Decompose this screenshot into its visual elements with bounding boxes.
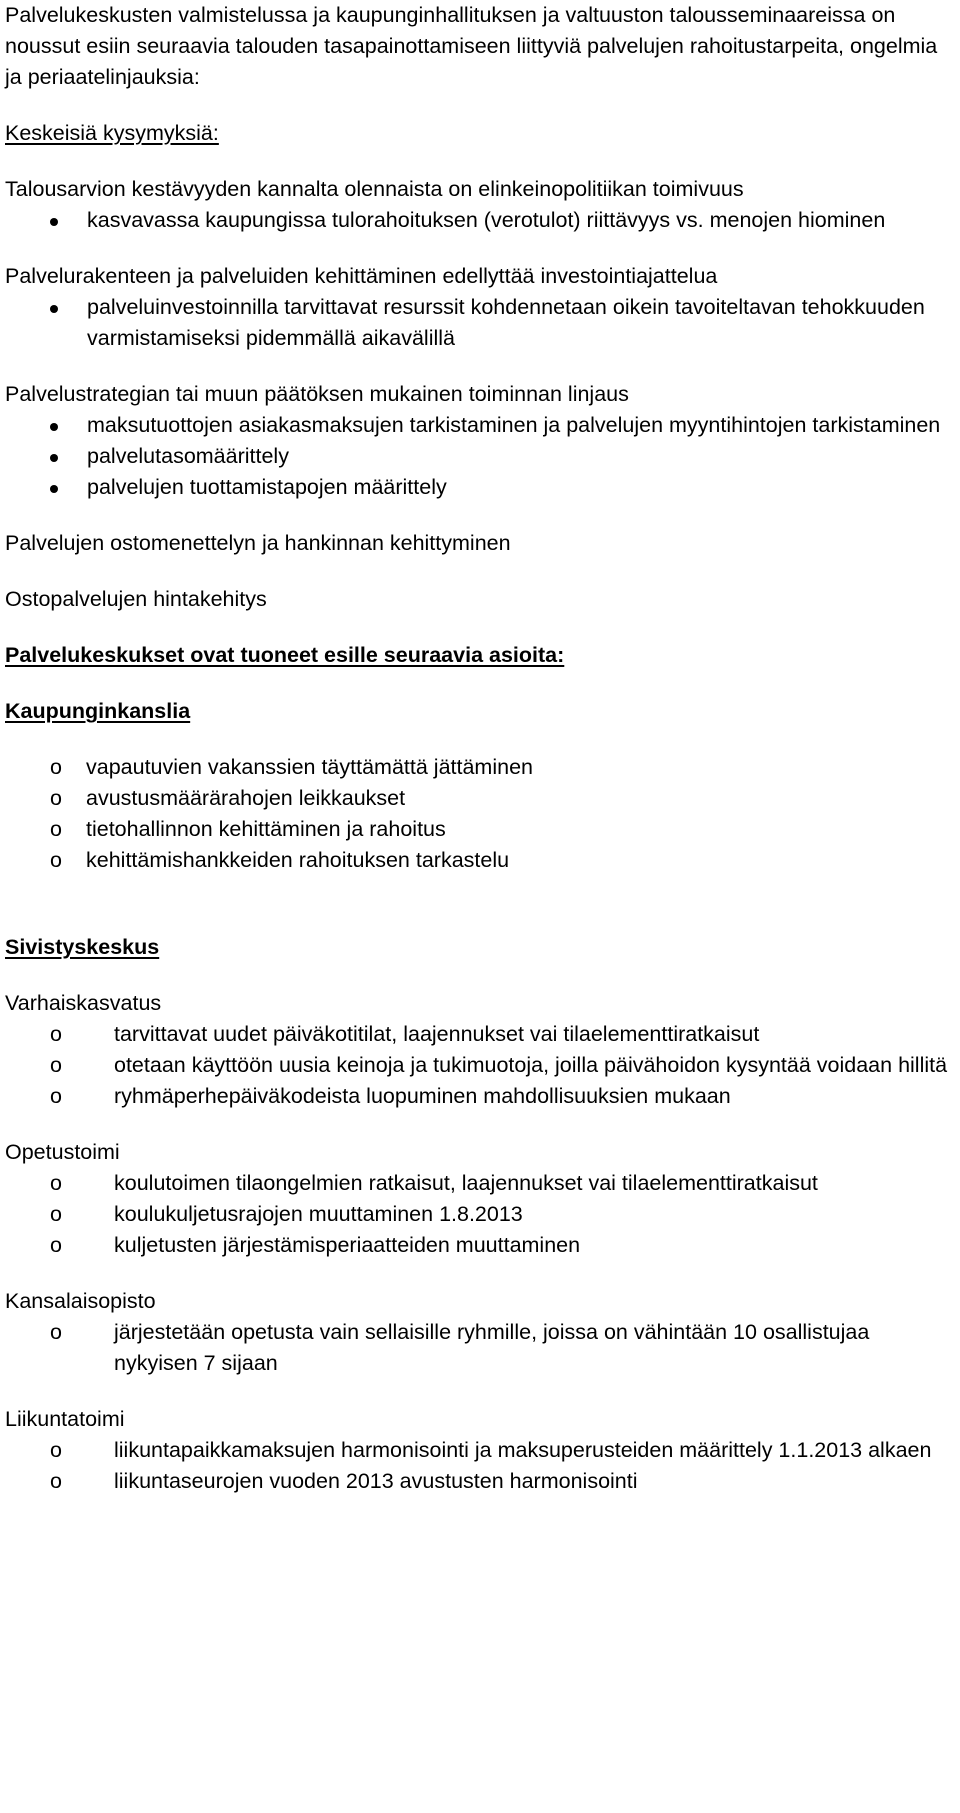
kanslia-list	[5, 752, 955, 876]
bullet-item: palveluinvestoinnilla tarvittavat resurssit kohdennetaan oikein tavoiteltavan tehokkuuden varmistamiseksi pidemmällä aikavälillä	[5, 292, 955, 354]
question-5: Ostopalvelujen hintakehitys	[5, 587, 267, 611]
opetustoimi-list	[5, 1168, 955, 1261]
list-item: o vapautuvien vakanssien täyttämättä jättäminen	[5, 752, 955, 783]
question-4: Palvelujen ostomenettelyn ja hankinnan kehittyminen	[5, 531, 511, 555]
group-title-opetustoimi: Opetustoimi	[5, 1140, 120, 1164]
bullet-item: kasvavassa kaupungissa tulorahoituksen (verotulot) riittävyys vs. menojen hiominen	[5, 205, 955, 236]
bullet-icon	[50, 218, 58, 226]
liikuntatoimi-list	[5, 1435, 955, 1497]
kansalaisopisto-list	[5, 1317, 955, 1379]
bullet-item: palvelutasomäärittely	[5, 441, 955, 472]
bullet-item: palvelujen tuottamistapojen määrittely	[5, 472, 955, 503]
key-questions-heading: Keskeisiä kysymyksiä:	[5, 121, 219, 145]
bullet-icon	[50, 485, 58, 493]
list-item: o koulutoimen tilaongelmien ratkaisut, laajennukset vai tilaelementtiratkaisut	[5, 1168, 955, 1199]
list-item: o kuljetusten järjestämisperiaatteiden muuttaminen	[5, 1230, 955, 1261]
question-2-bullets	[5, 292, 955, 354]
list-item: o koulukuljetusrajojen muuttaminen 1.8.2013	[5, 1199, 955, 1230]
list-item: o liikuntaseurojen vuoden 2013 avustusten harmonisointi	[5, 1466, 955, 1497]
list-item: o ryhmäperhepäiväkodeista luopuminen mahdollisuuksien mukaan	[5, 1081, 955, 1112]
list-item: o tietohallinnon kehittäminen ja rahoitus	[5, 814, 955, 845]
circle-bullet-icon: o	[50, 755, 62, 779]
list-item: o tarvittavat uudet päiväkotitilat, laajennukset vai tilaelementtiratkaisut	[5, 1019, 955, 1050]
circle-bullet-icon: o	[50, 817, 62, 841]
intro-paragraph: Palvelukeskusten valmistelussa ja kaupunginhallituksen ja valtuuston talousseminaareissa on noussut esiin seuraavia talouden tasapainottamiseen liittyviä palvelujen rahoitustarpeita, ongelmia ja periaatelinjauksia:	[5, 3, 938, 89]
sivistys-heading: Sivistyskeskus	[5, 935, 160, 959]
bullet-icon	[50, 423, 58, 431]
kanslia-heading: Kaupunginkanslia	[5, 699, 191, 723]
circle-bullet-icon: o	[50, 1022, 62, 1046]
circle-bullet-icon: o	[50, 1202, 62, 1226]
circle-bullet-icon: o	[50, 1469, 62, 1493]
circle-bullet-icon: o	[50, 1320, 62, 1344]
circle-bullet-icon: o	[50, 1053, 62, 1077]
circle-bullet-icon: o	[50, 1233, 62, 1257]
list-item: o kehittämishankkeiden rahoituksen tarkastelu	[5, 845, 955, 876]
centers-heading: Palvelukeskukset ovat tuoneet esille seuraavia asioita:	[5, 643, 565, 667]
circle-bullet-icon: o	[50, 1438, 62, 1462]
question-1: Talousarvion kestävyyden kannalta olennaista on elinkeinopolitiikan toimivuus	[5, 177, 744, 201]
list-item: o liikuntapaikkamaksujen harmonisointi ja maksuperusteiden määrittely 1.1.2013 alkaen	[5, 1435, 955, 1466]
question-3: Palvelustrategian tai muun päätöksen mukainen toiminnan linjaus	[5, 382, 629, 406]
group-title-liikuntatoimi: Liikuntatoimi	[5, 1407, 125, 1431]
list-item: o otetaan käyttöön uusia keinoja ja tukimuotoja, joilla päivähoidon kysyntää voidaan hillitä	[5, 1050, 955, 1081]
bullet-item: maksutuottojen asiakasmaksujen tarkistaminen ja palvelujen myyntihintojen tarkistaminen	[5, 410, 955, 441]
bullet-icon	[50, 305, 58, 313]
question-3-bullets	[5, 410, 955, 503]
question-1-bullets	[5, 205, 955, 236]
bullet-icon	[50, 454, 58, 462]
group-title-kansalaisopisto: Kansalaisopisto	[5, 1289, 156, 1313]
group-title-varhaiskasvatus: Varhaiskasvatus	[5, 991, 162, 1015]
document	[5, 0, 955, 1497]
list-item: o järjestetään opetusta vain sellaisille ryhmille, joissa on vähintään 10 osallistujaa nykyisen 7 sijaan	[5, 1317, 955, 1379]
circle-bullet-icon: o	[50, 786, 62, 810]
circle-bullet-icon: o	[50, 1084, 62, 1108]
circle-bullet-icon: o	[50, 1171, 62, 1195]
list-item: o avustusmäärärahojen leikkaukset	[5, 783, 955, 814]
question-2: Palvelurakenteen ja palveluiden kehittäminen edellyttää investointiajattelua	[5, 264, 718, 288]
varhaiskasvatus-list	[5, 1019, 955, 1112]
circle-bullet-icon: o	[50, 848, 62, 872]
